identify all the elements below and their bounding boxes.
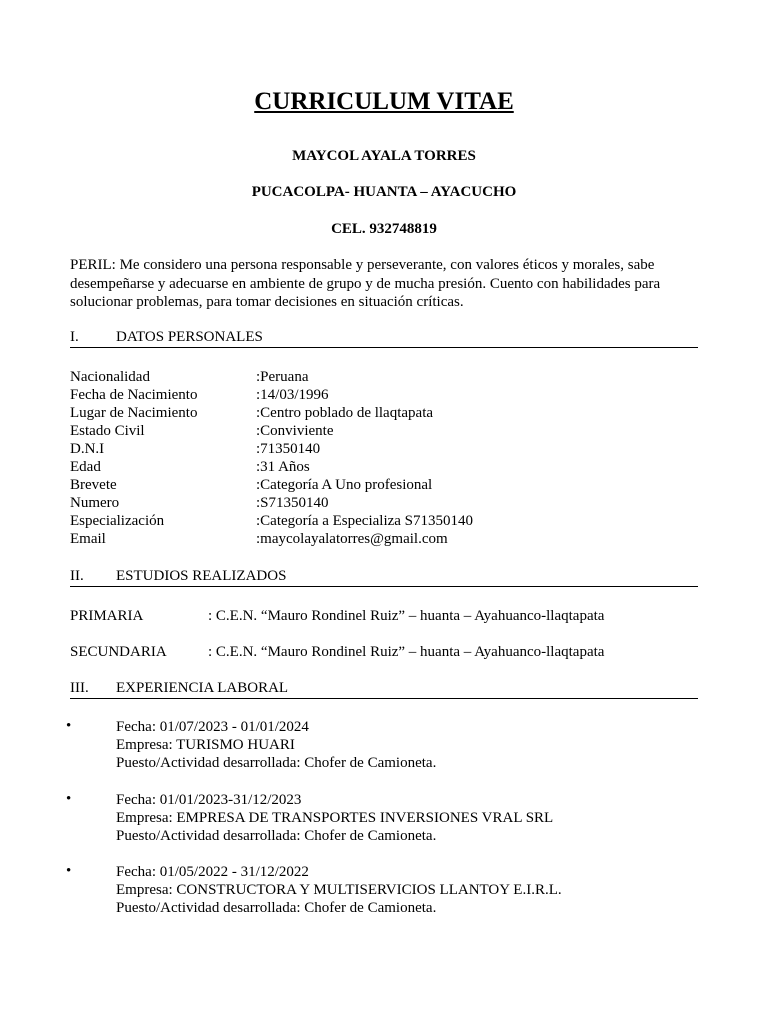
personal-value: :14/03/1996: [256, 387, 329, 403]
bullet-icon: •: [66, 791, 72, 807]
section-title: EXPERIENCIA LABORAL: [116, 680, 289, 696]
personal-label: Nacionalidad: [70, 369, 150, 385]
section-number: II.: [70, 568, 84, 584]
personal-label: Numero: [70, 495, 120, 511]
experience-item: [116, 863, 716, 917]
study-level: SECUNDARIA: [70, 644, 167, 660]
personal-label: D.N.I: [70, 441, 105, 457]
personal-label: Especialización: [70, 513, 165, 529]
candidate-name: MAYCOL AYALA TORRES: [292, 148, 476, 164]
experience-company: Empresa: CONSTRUCTORA Y MULTISERVICIOS LLANTOY E.I.R.L.: [116, 882, 562, 898]
personal-value: :maycolayalatorres@gmail.com: [256, 531, 448, 547]
experience-date: Fecha: 01/01/2023-31/12/2023: [116, 792, 302, 808]
personal-value: :Conviviente: [256, 423, 334, 439]
section-heading-experience: [70, 679, 698, 699]
experience-date: Fecha: 01/07/2023 - 01/01/2024: [116, 719, 309, 735]
bullet-icon: •: [66, 718, 72, 734]
personal-label: Lugar de Nacimiento: [70, 405, 198, 421]
personal-label: Fecha de Nacimiento: [70, 387, 198, 403]
section-heading-personal: [70, 328, 698, 348]
study-level: PRIMARIA: [70, 608, 144, 624]
experience-item: [116, 791, 716, 845]
personal-value: :Centro poblado de llaqtapata: [256, 405, 434, 421]
study-institution: : C.E.N. “Mauro Rondinel Ruiz” – huanta – Ayahuanco-llaqtapata: [208, 644, 605, 660]
experience-position: Puesto/Actividad desarrollada: Chofer de Camioneta.: [116, 755, 437, 771]
section-number: I.: [70, 329, 79, 345]
personal-value: :31 Años: [256, 459, 310, 475]
personal-value: :S71350140: [256, 495, 329, 511]
candidate-phone: CEL. 932748819: [331, 221, 437, 237]
experience-date: Fecha: 01/05/2022 - 31/12/2022: [116, 864, 309, 880]
experience-position: Puesto/Actividad desarrollada: Chofer de Camioneta.: [116, 828, 437, 844]
experience-position: Puesto/Actividad desarrollada: Chofer de Camioneta.: [116, 900, 437, 916]
personal-value: :71350140: [256, 441, 321, 457]
personal-value: :Categoría a Especializa S71350140: [256, 513, 474, 529]
candidate-location: PUCACOLPA- HUANTA – AYACUCHO: [251, 184, 517, 200]
section-heading-studies: [70, 567, 698, 587]
personal-label: Email: [70, 531, 106, 547]
experience-company: Empresa: TURISMO HUARI: [116, 737, 295, 753]
personal-label: Brevete: [70, 477, 117, 493]
document-title: CURRICULUM VITAE: [254, 88, 514, 115]
section-title: ESTUDIOS REALIZADOS: [116, 568, 287, 584]
study-institution: : C.E.N. “Mauro Rondinel Ruiz” – huanta – Ayahuanco-llaqtapata: [208, 608, 605, 624]
profile-paragraph: PERIL: Me considero una persona responsable y perseverante, con valores éticos y morales, sabe desempeñarse y adecuarse en ambiente de grupo y de mucha presión. Cuento con habilidades para solucionar problemas, para tomar decisiones en situación críticas.: [70, 257, 661, 310]
experience-item: [116, 718, 716, 772]
personal-label: Edad: [70, 459, 101, 475]
experience-company: Empresa: EMPRESA DE TRANSPORTES INVERSIONES VRAL SRL: [116, 810, 554, 826]
personal-label: Estado Civil: [70, 423, 145, 439]
personal-value: :Categoría A Uno profesional: [256, 477, 433, 493]
personal-value: :Peruana: [256, 369, 309, 385]
section-number: III.: [70, 680, 89, 696]
section-title: DATOS PERSONALES: [116, 329, 263, 345]
bullet-icon: •: [66, 863, 72, 879]
